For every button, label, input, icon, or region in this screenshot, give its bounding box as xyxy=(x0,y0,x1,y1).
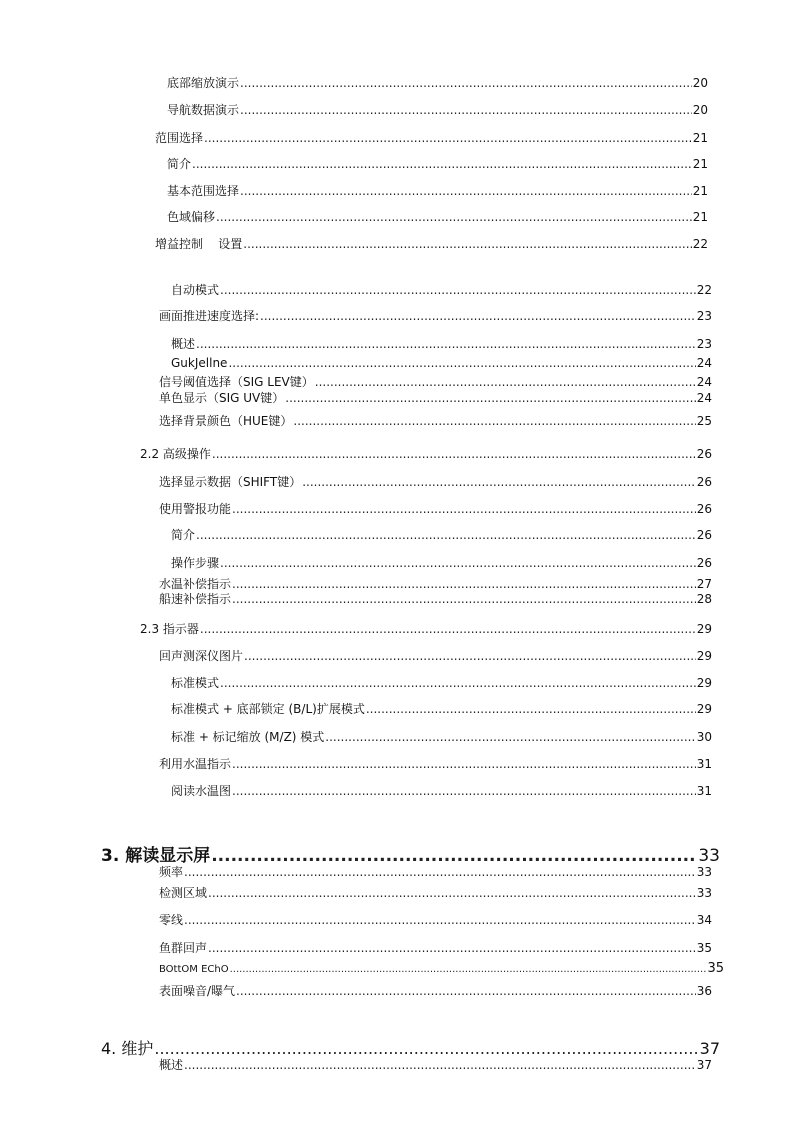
toc-entry[interactable] xyxy=(159,982,712,999)
dot-leader xyxy=(285,391,695,405)
dot-leader xyxy=(216,210,692,224)
dot-leader xyxy=(366,702,696,716)
toc-entry[interactable] xyxy=(159,412,712,429)
toc-entry[interactable] xyxy=(140,445,712,462)
toc-entry-label: 画面推进速度选择: xyxy=(159,309,260,323)
dot-leader xyxy=(230,964,707,975)
toc-entry[interactable] xyxy=(159,939,712,956)
toc-entry-label: 利用水温指示 xyxy=(159,757,232,771)
toc-entry-page: 30 xyxy=(696,730,712,744)
toc-entry[interactable] xyxy=(159,755,712,772)
toc-entry[interactable] xyxy=(159,1056,712,1073)
dot-leader xyxy=(220,283,696,297)
dot-leader xyxy=(243,237,691,251)
toc-entry-label: 阅读水温图 xyxy=(171,784,232,798)
toc-entry-page: 26 xyxy=(696,556,712,570)
toc-entry[interactable] xyxy=(159,884,712,901)
dot-leader xyxy=(232,502,696,516)
dot-leader xyxy=(196,528,696,542)
toc-entry-page: 24 xyxy=(696,391,712,405)
toc-entry-page: 24 xyxy=(696,356,712,370)
dot-leader xyxy=(212,447,696,461)
toc-entry[interactable] xyxy=(171,782,712,799)
toc-entry-page: 31 xyxy=(696,757,712,771)
toc-entry-page: 27 xyxy=(696,577,712,591)
toc-entry[interactable] xyxy=(155,235,708,252)
toc-entry[interactable] xyxy=(167,74,708,91)
toc-entry-page: 21 xyxy=(692,184,708,198)
toc-entry-label: 标准模式 xyxy=(171,676,220,690)
toc-entry-page: 34 xyxy=(696,913,712,927)
toc-entry-page: 21 xyxy=(692,131,708,145)
toc-entry-label: 导航数据演示 xyxy=(167,103,240,117)
toc-entry-label: GukJellne xyxy=(171,356,228,370)
toc-entry-label: 增益控制 设置 xyxy=(155,237,243,251)
toc-entry[interactable] xyxy=(171,700,712,717)
toc-entry-label: 选择显示数据（SHIFT键） xyxy=(159,475,302,489)
toc-entry-label: 简介 xyxy=(167,157,192,171)
toc-entry-page: 20 xyxy=(692,103,708,117)
toc-chapter-page: 37 xyxy=(699,1039,720,1058)
dot-leader xyxy=(240,103,692,117)
toc-entry-page: 22 xyxy=(692,237,708,251)
toc-entry-label: 概述 xyxy=(171,337,196,351)
toc-entry-page: 23 xyxy=(696,337,712,351)
toc-entry[interactable] xyxy=(159,911,712,928)
toc-entry-label: 零线 xyxy=(159,913,184,927)
toc-entry-page: 31 xyxy=(696,784,712,798)
dot-leader xyxy=(220,676,696,690)
toc-entry-label: 鱼群回声 xyxy=(159,941,208,955)
toc-entry-page: 37 xyxy=(696,1058,712,1072)
toc-entry-label: 单色显示（SIG UV键） xyxy=(159,391,285,405)
toc-entry[interactable] xyxy=(171,554,712,571)
toc-entry-label: 2.3 指示器 xyxy=(140,622,199,636)
toc-entry-page: 33 xyxy=(696,886,712,900)
toc-entry-page: 36 xyxy=(696,984,712,998)
toc-entry-page: 29 xyxy=(696,649,712,663)
toc-chapter-label: 3. 解读显示屏 xyxy=(101,846,211,866)
toc-entry[interactable] xyxy=(159,863,712,880)
toc-entry[interactable] xyxy=(167,155,708,172)
toc-entry-page: 26 xyxy=(696,475,712,489)
dot-leader xyxy=(192,157,692,171)
dot-leader xyxy=(240,184,692,198)
toc-entry-label: 信号阈值选择（SIG LEV键） xyxy=(159,375,314,389)
dot-leader xyxy=(315,375,696,389)
dot-leader xyxy=(184,913,696,927)
toc-entry-label: 检测区域 xyxy=(159,886,208,900)
dot-leader xyxy=(228,356,695,370)
toc-entry-page: 26 xyxy=(696,447,712,461)
toc-chapter-label: 4. 维护 xyxy=(101,1039,154,1058)
toc-entry-label: 简介 xyxy=(171,528,196,542)
toc-entry-page: 21 xyxy=(692,157,708,171)
toc-entry-page: 23 xyxy=(696,309,712,323)
toc-entry[interactable] xyxy=(171,356,712,370)
toc-entry-page: 24 xyxy=(696,375,712,389)
toc-entry-label: 频率 xyxy=(159,865,184,879)
toc-entry-page: 35 xyxy=(707,961,724,976)
toc-entry[interactable] xyxy=(171,281,712,298)
dot-leader xyxy=(232,577,696,591)
toc-entry-label: 2.2 高级操作 xyxy=(140,447,211,461)
toc-entry[interactable] xyxy=(159,590,712,607)
toc-entry-label: 选择背景颜色（HUE键） xyxy=(159,414,293,428)
toc-entry-page: 26 xyxy=(696,528,712,542)
toc-entry[interactable] xyxy=(159,307,712,324)
toc-entry-label: 标准 + 标记缩放 (M/Z) 模式 xyxy=(171,730,325,744)
dot-leader xyxy=(208,886,696,900)
dot-leader xyxy=(220,556,696,570)
toc-entry-page: 29 xyxy=(696,676,712,690)
toc-entry-page: 28 xyxy=(696,592,712,606)
toc-entry[interactable] xyxy=(159,961,724,976)
dot-leader xyxy=(232,784,696,798)
toc-entry[interactable] xyxy=(159,473,712,490)
toc-entry[interactable] xyxy=(167,182,708,199)
toc-entry[interactable] xyxy=(171,526,712,543)
toc-entry-page: 22 xyxy=(696,283,712,297)
toc-entry[interactable] xyxy=(171,335,712,352)
dot-leader xyxy=(293,414,695,428)
toc-entry-label: 水温补偿指示 xyxy=(159,577,232,591)
toc-entry-label: 使用警报功能 xyxy=(159,502,232,516)
toc-entry[interactable] xyxy=(171,728,712,745)
toc-entry-page: 25 xyxy=(696,414,712,428)
dot-leader xyxy=(236,984,696,998)
dot-leader xyxy=(240,76,692,90)
toc-entry[interactable] xyxy=(159,500,712,517)
toc-entry-label: 操作步骤 xyxy=(171,556,220,570)
toc-entry-label: BOttOM EChO xyxy=(159,964,229,975)
toc-entry-page: 21 xyxy=(692,210,708,224)
dot-leader xyxy=(232,757,696,771)
toc-chapter-page: 33 xyxy=(698,846,720,866)
toc-entry-page: 29 xyxy=(696,702,712,716)
toc-entry-label: 自动模式 xyxy=(171,283,220,297)
dot-leader xyxy=(208,941,696,955)
dot-leader xyxy=(302,475,696,489)
toc-entry-label: 船速补偿指示 xyxy=(159,592,232,606)
toc-entry[interactable] xyxy=(155,129,708,146)
toc-entry-label: 色域偏移 xyxy=(167,210,216,224)
toc-entry[interactable] xyxy=(159,389,712,406)
toc-entry-page: 35 xyxy=(696,941,712,955)
toc-entry[interactable] xyxy=(159,373,712,390)
toc-entry[interactable] xyxy=(140,620,712,637)
toc-entry-label: 底部缩放演示 xyxy=(167,76,240,90)
toc-entry-page: 33 xyxy=(696,865,712,879)
dot-leader xyxy=(260,309,696,323)
toc-entry-page: 20 xyxy=(692,76,708,90)
toc-entry-label: 基本范围选择 xyxy=(167,184,240,198)
dot-leader xyxy=(232,592,696,606)
dot-leader xyxy=(196,337,696,351)
toc-entry-label: 范围选择 xyxy=(155,131,204,145)
toc-entry-label: 标准模式 + 底部锁定 (B/L)扩展模式 xyxy=(171,702,365,716)
dot-leader xyxy=(184,1058,696,1072)
toc-entry[interactable] xyxy=(167,208,708,225)
toc-entry-page: 26 xyxy=(696,502,712,516)
toc-entry-page: 29 xyxy=(696,622,712,636)
dot-leader xyxy=(325,730,695,744)
toc-entry-label: 回声测深仪图片 xyxy=(159,649,244,663)
dot-leader xyxy=(200,622,696,636)
toc-entry-label: 概述 xyxy=(159,1058,184,1072)
dot-leader xyxy=(244,649,696,663)
toc-entry[interactable] xyxy=(167,101,708,118)
toc-entry-label: 表面噪音/曝气 xyxy=(159,984,236,998)
toc-entry[interactable] xyxy=(159,647,712,664)
dot-leader xyxy=(184,865,696,879)
toc-entry[interactable] xyxy=(171,674,712,691)
dot-leader xyxy=(204,131,692,145)
